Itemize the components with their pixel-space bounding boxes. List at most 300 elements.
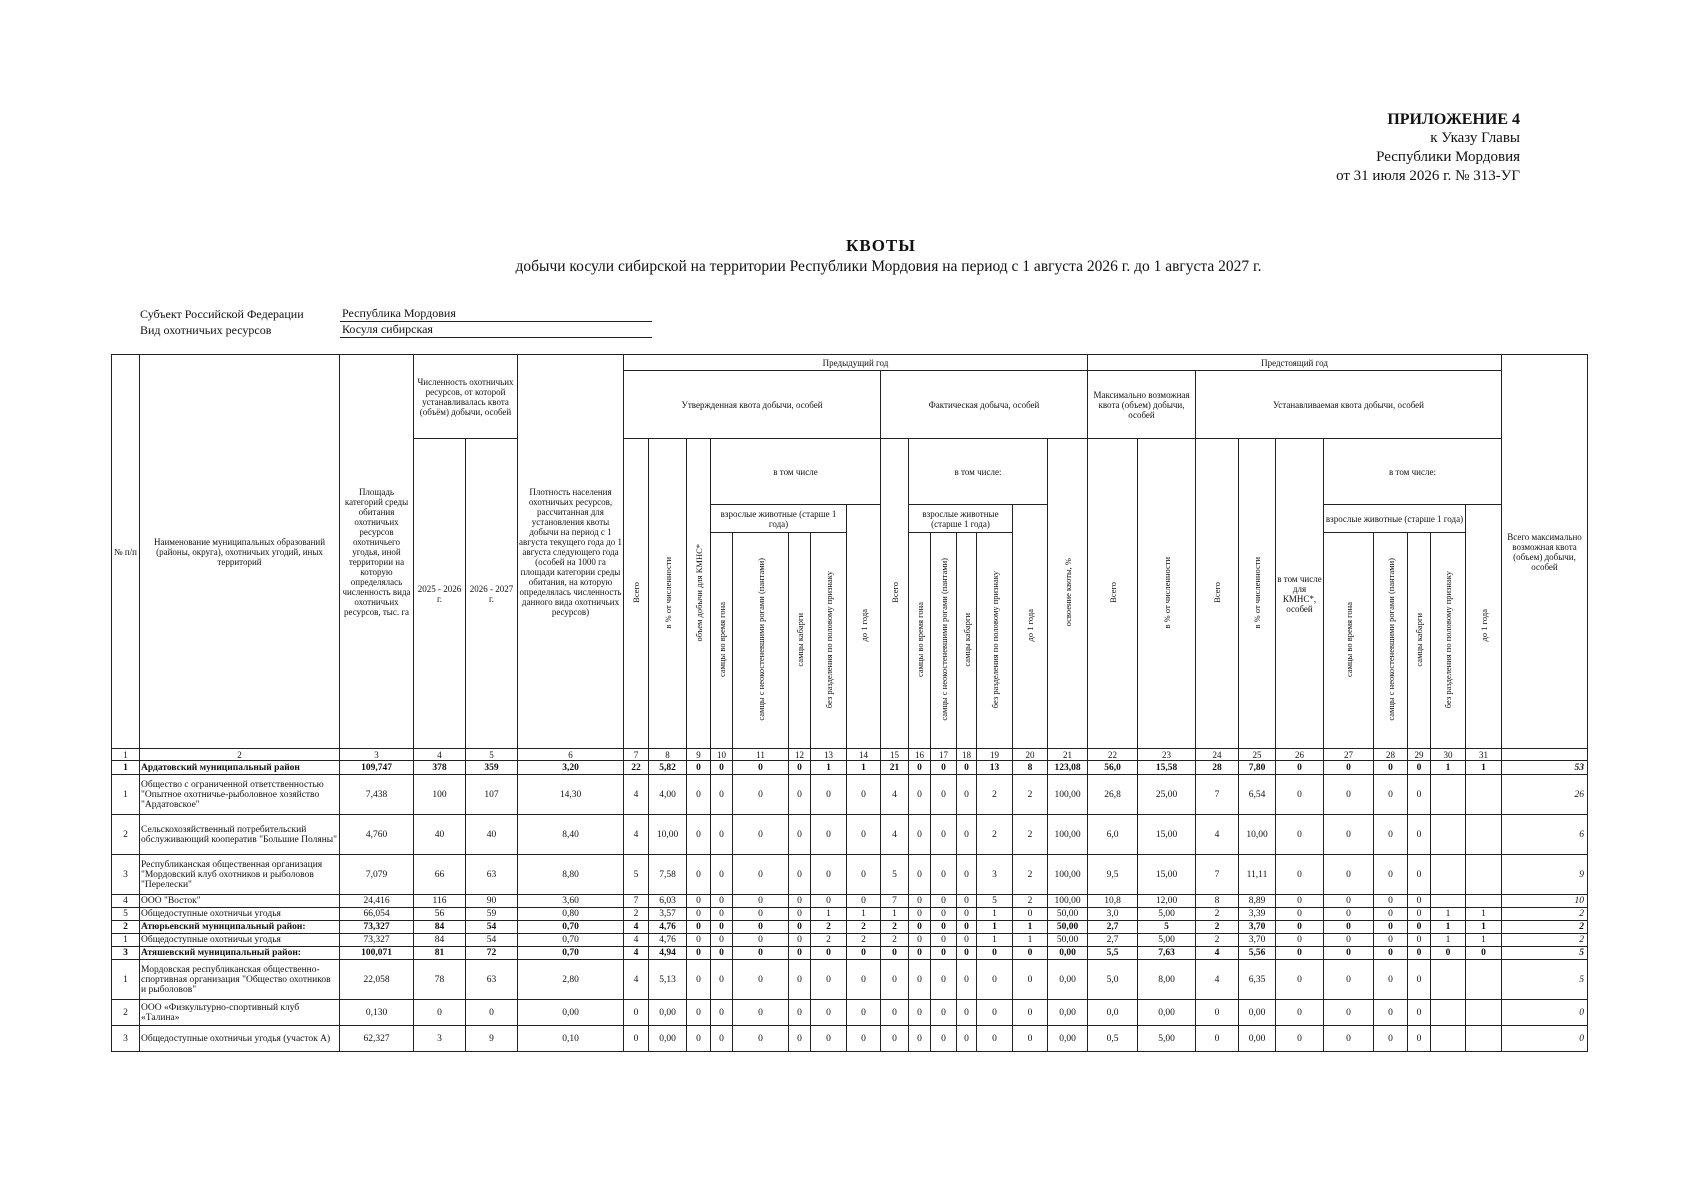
table-cell: 1 (112, 960, 140, 1000)
table-cell: 0,00 (1048, 947, 1088, 960)
column-number-cell: 23 (1138, 749, 1196, 761)
header-actual-incl: в том числе: (909, 439, 1048, 505)
appendix-block (1336, 110, 1520, 186)
table-cell: 0 (1324, 1000, 1374, 1026)
table-cell: 3,70 (1239, 934, 1276, 947)
table-cell: 40 (466, 815, 518, 855)
table-cell: 0 (931, 775, 957, 815)
quota-table (111, 354, 1588, 1052)
table-cell: 0 (1502, 1026, 1588, 1052)
table-cell: 3,60 (518, 895, 624, 908)
column-number-cell: 30 (1431, 749, 1466, 761)
row-name-cell: Общедоступные охотничьи угодья (участок А) (140, 1026, 340, 1052)
table-cell: 0 (881, 1026, 909, 1052)
table-cell: 0 (931, 855, 957, 895)
table-cell: 123,08 (1048, 761, 1088, 775)
table-cell: 7 (624, 895, 649, 908)
table-cell: 5,00 (1138, 908, 1196, 921)
subject-value: Республика Мордовия (340, 306, 652, 322)
table-cell: 0 (957, 1000, 977, 1026)
table-cell: 0 (1276, 815, 1324, 855)
title-sub: добычи косули сибирской на территории Республики Мордовия на период с 1 августа 2026 г. до 1 августа 2027 г. (515, 258, 1262, 275)
table-cell: 0 (1408, 908, 1431, 921)
table-cell: 2 (1013, 775, 1048, 815)
table-cell: 0 (1408, 1026, 1431, 1052)
table-cell: 0 (711, 775, 733, 815)
table-cell (1431, 1026, 1466, 1052)
table-cell: 0 (687, 815, 711, 855)
table-cell: 7,63 (1138, 947, 1196, 960)
table-cell: 0 (957, 960, 977, 1000)
table-cell: 4 (881, 815, 909, 855)
table-cell: 5,00 (1138, 934, 1196, 947)
header-actual-musk: самцы кабарги (961, 612, 972, 667)
table-cell: 0 (1013, 1026, 1048, 1052)
table-cell: 7,438 (340, 775, 414, 815)
table-cell: 0 (1374, 775, 1408, 815)
table-cell: 8,00 (1138, 960, 1196, 1000)
table-cell: 40 (414, 815, 466, 855)
table-cell: 0 (1013, 960, 1048, 1000)
table-cell: 8,40 (518, 815, 624, 855)
table-cell: 0 (687, 908, 711, 921)
table-cell: 0 (1196, 1026, 1239, 1052)
table-cell: 0 (1276, 855, 1324, 895)
column-number-cell: 22 (1088, 749, 1138, 761)
table-cell: 3,39 (1239, 908, 1276, 921)
header-prev-year: Предыдущий год (624, 355, 1088, 371)
table-cell: 6,03 (649, 895, 687, 908)
table-cell: 63 (466, 960, 518, 1000)
table-cell: 84 (414, 934, 466, 947)
table-cell: 3 (112, 1026, 140, 1052)
table-cell: 0 (1374, 761, 1408, 775)
column-number-cell: 4 (414, 749, 466, 761)
table-cell: 0 (1276, 895, 1324, 908)
table-cell: 63 (466, 855, 518, 895)
table-cell: 1 (1013, 934, 1048, 947)
table-cell: 2,80 (518, 960, 624, 1000)
table-cell: 0 (977, 947, 1013, 960)
table-cell: 0 (1276, 921, 1324, 934)
table-cell: 2,7 (1088, 934, 1138, 947)
table-cell: 26 (1502, 775, 1588, 815)
row-name-cell: Атюрьевский муниципальный район: (140, 921, 340, 934)
table-cell: 6,0 (1088, 815, 1138, 855)
table-cell: 0 (1276, 934, 1324, 947)
table-cell: 0 (1374, 921, 1408, 934)
table-cell: 1 (1466, 908, 1502, 921)
column-number-cell: 18 (957, 749, 977, 761)
table-cell: 2 (811, 921, 847, 934)
table-cell: 0,00 (1239, 1000, 1276, 1026)
header-actual-under1: до 1 года (1025, 609, 1035, 642)
table-cell: 0 (881, 947, 909, 960)
table-cell: 0 (733, 908, 789, 921)
appendix-line-1: к Указу Главы (1430, 130, 1520, 146)
table-cell: 0 (957, 947, 977, 960)
table-cell: 0 (733, 921, 789, 934)
header-actual-horns: самцы с неокостеневшими рогами (пантами) (938, 558, 949, 721)
table-cell: 56 (414, 908, 466, 921)
table-cell: 3 (112, 947, 140, 960)
district-row (112, 921, 1588, 934)
table-cell: 5,5 (1088, 947, 1138, 960)
header-mastery: освоение квоты, % (1062, 558, 1073, 627)
table-cell: 3,57 (649, 908, 687, 921)
table-cell: 0 (1324, 960, 1374, 1000)
header-actual-total: Всего (889, 582, 900, 603)
header-actual-adults: взрослые животные (старше 1 года) (909, 505, 1013, 533)
table-cell: 0 (931, 815, 957, 855)
table-cell: 1 (847, 908, 881, 921)
column-number-cell: 5 (466, 749, 518, 761)
table-cell: 0 (1374, 1000, 1408, 1026)
table-cell: 0 (957, 934, 977, 947)
table-cell: 4,94 (649, 947, 687, 960)
table-cell: 0,70 (518, 921, 624, 934)
table-cell: 0 (909, 934, 931, 947)
table-cell: 100,071 (340, 947, 414, 960)
header-approved-kmns: объем добычи для КМНС* (693, 543, 704, 642)
table-cell: 0 (909, 947, 931, 960)
table-cell: 0,00 (1138, 1000, 1196, 1026)
table-cell: 0 (931, 921, 957, 934)
header-approved-incl: в том числе (711, 439, 881, 505)
table-cell: 0 (1324, 934, 1374, 947)
table-cell: 0 (687, 1026, 711, 1052)
table-cell: 56,0 (1088, 761, 1138, 775)
table-cell: 0 (957, 761, 977, 775)
header-next-year: Предстоящий год (1088, 355, 1502, 371)
table-cell: 0 (687, 960, 711, 1000)
table-cell: 359 (466, 761, 518, 775)
header-count-2025: 2025 - 2026 г. (414, 439, 466, 749)
table-cell: 0 (811, 855, 847, 895)
table-row (112, 895, 1588, 908)
table-cell: 0 (624, 1026, 649, 1052)
table-cell: 0 (733, 1000, 789, 1026)
table-cell: 0 (733, 775, 789, 815)
data-rows (112, 761, 1588, 1052)
table-cell: 10,00 (649, 815, 687, 855)
table-cell (1431, 960, 1466, 1000)
header-approved-musk: самцы кабарги (794, 612, 805, 667)
table-cell: 0 (1276, 960, 1324, 1000)
row-name-cell: Атяшевский муниципальный район: (140, 947, 340, 960)
table-cell: 0 (909, 908, 931, 921)
table-cell: 8 (1013, 761, 1048, 775)
table-cell: 0 (957, 908, 977, 921)
table-cell: 0 (909, 921, 931, 934)
table-cell: 4 (1196, 960, 1239, 1000)
table-cell: 5,82 (649, 761, 687, 775)
table-cell: 2 (1196, 934, 1239, 947)
table-cell: 11,11 (1239, 855, 1276, 895)
table-cell: 4 (112, 895, 140, 908)
column-number-cell: 31 (1466, 749, 1502, 761)
table-cell: 0 (687, 934, 711, 947)
table-cell: 4 (1196, 947, 1239, 960)
table-cell: 59 (466, 908, 518, 921)
district-row (112, 947, 1588, 960)
table-cell: 73,327 (340, 921, 414, 934)
table-cell: 5 (1138, 921, 1196, 934)
header-set-nosex: без разделения по половому признаку (1443, 570, 1453, 709)
table-cell: 4 (624, 960, 649, 1000)
table-cell: 26,8 (1088, 775, 1138, 815)
table-cell (1466, 1000, 1502, 1026)
table-cell: 4 (624, 947, 649, 960)
table-cell: 0 (789, 855, 811, 895)
table-cell: 100 (414, 775, 466, 815)
row-name-cell: ООО «Физкультурно-спортивный клуб «Талина» (140, 1000, 340, 1026)
table-cell: 0 (789, 761, 811, 775)
table-cell: 8,89 (1239, 895, 1276, 908)
table-cell: 54 (466, 921, 518, 934)
table-cell: 6,35 (1239, 960, 1276, 1000)
table-cell: 0 (1466, 947, 1502, 960)
table-cell: 0 (733, 855, 789, 895)
table-cell: 0 (909, 775, 931, 815)
table-cell: 0 (711, 895, 733, 908)
header-area: Площадь категорий среды обитания охотничьих ресурсов охотничьего угодья, иной территории на которую определялась численность вида охотничьих ресурсов, тыс. га (340, 355, 414, 749)
table-cell: 0 (811, 775, 847, 815)
table-cell: 10,8 (1088, 895, 1138, 908)
table-cell: 9 (1502, 855, 1588, 895)
table-cell: 0 (789, 960, 811, 1000)
row-name-cell: Общедоступные охотничьи угодья (140, 908, 340, 921)
table-cell: 2 (847, 934, 881, 947)
table-cell: 7,58 (649, 855, 687, 895)
table-cell: 0,00 (1239, 1026, 1276, 1052)
table-cell: 8,80 (518, 855, 624, 895)
table-cell: 0 (847, 775, 881, 815)
table-cell: 0 (811, 947, 847, 960)
table-cell: 14,30 (518, 775, 624, 815)
table-cell: 0 (733, 934, 789, 947)
table-cell: 2 (112, 1000, 140, 1026)
table-cell: 7 (1196, 775, 1239, 815)
column-number-cell: 14 (847, 749, 881, 761)
table-cell: 4 (624, 921, 649, 934)
table-cell: 0 (1408, 921, 1431, 934)
header-density: Плотность населения охотничьих ресурсов, рассчитанная для установления квоты добычи на период с 1 августа текущего года до 1 августа следующего года (особей на 1000 га площади категории среды обитания, на которую определялась численность данного вида охотничьих ресурсов) (518, 355, 624, 749)
table-cell: 0 (931, 761, 957, 775)
table-cell: 0 (977, 1000, 1013, 1026)
row-name-cell: Мордовская республиканская общественно-спортивная организация "Общество охотников и рыболовов" (140, 960, 340, 1000)
table-cell (1431, 1000, 1466, 1026)
header-set-pct: в % от численности (1252, 556, 1262, 629)
header-total-max: Всего максимально возможная квота (объем) добычи, особей (1502, 355, 1588, 749)
table-cell: 116 (414, 895, 466, 908)
table-cell: 0 (1324, 761, 1374, 775)
table-cell: 0 (931, 1000, 957, 1026)
table-cell: 0 (733, 947, 789, 960)
table-cell: 0 (789, 908, 811, 921)
table-cell: 24,416 (340, 895, 414, 908)
table-cell: 0 (733, 895, 789, 908)
table-cell: 0 (1276, 1000, 1324, 1026)
table-cell: 1 (1466, 761, 1502, 775)
table-cell: 0 (1374, 815, 1408, 855)
table-cell: 2 (624, 908, 649, 921)
table-cell: 0 (466, 1000, 518, 1026)
header-approved: Утвержденная квота добычи, особей (624, 371, 881, 439)
table-cell: 73,327 (340, 934, 414, 947)
header-set-kmns: в том числе для КМНС*, особей (1276, 439, 1324, 749)
table-cell: 4,00 (649, 775, 687, 815)
header-name: Наименование муниципальных образований (районы, округа), охотничьих угодий, иных территорий (140, 355, 340, 749)
table-cell: 100,00 (1048, 895, 1088, 908)
table-cell: 0 (811, 960, 847, 1000)
table-cell: 0 (789, 1000, 811, 1026)
header-set-total: Всего (1212, 582, 1222, 603)
table-cell: 4 (881, 775, 909, 815)
table-cell: 0 (687, 895, 711, 908)
row-name-cell: ООО "Восток" (140, 895, 340, 908)
table-cell: 0 (847, 1000, 881, 1026)
table-cell: 2 (1502, 934, 1588, 947)
table-cell: 0 (931, 960, 957, 1000)
table-cell: 53 (1502, 761, 1588, 775)
column-numbers (112, 749, 1588, 761)
table-cell: 0 (1408, 934, 1431, 947)
table-cell: 7,80 (1239, 761, 1276, 775)
table-cell (1431, 855, 1466, 895)
table-cell: 1 (1431, 908, 1466, 921)
table-cell: 22 (624, 761, 649, 775)
table-cell: 0 (931, 947, 957, 960)
table-cell: 0 (1408, 855, 1431, 895)
table-cell: 1 (1431, 934, 1466, 947)
table-cell: 0 (1276, 947, 1324, 960)
table-cell: 2 (811, 934, 847, 947)
table-cell: 0 (711, 947, 733, 960)
column-number-cell: 9 (687, 749, 711, 761)
table-cell: 0 (847, 815, 881, 855)
table-cell: 0 (1408, 761, 1431, 775)
resource-value: Косуля сибирская (340, 322, 652, 338)
table-cell: 0 (909, 855, 931, 895)
table-cell: 0 (733, 761, 789, 775)
table-cell: 0,70 (518, 934, 624, 947)
table-cell: 0 (1324, 855, 1374, 895)
table-cell: 50,00 (1048, 921, 1088, 934)
table-cell: 0 (1374, 855, 1408, 895)
table-cell (1466, 775, 1502, 815)
table-cell (1466, 960, 1502, 1000)
header-actual-rut: самцы во время гона (914, 601, 925, 678)
column-number-cell: 2 (140, 749, 340, 761)
table-cell: 2,7 (1088, 921, 1138, 934)
table-cell: 0 (931, 934, 957, 947)
column-number-cell: 13 (811, 749, 847, 761)
table-cell: 0 (711, 921, 733, 934)
table-cell: 100,00 (1048, 855, 1088, 895)
header-approved-rut: самцы во время гона (716, 601, 727, 678)
column-number-cell: 6 (518, 749, 624, 761)
table-cell: 1 (1466, 934, 1502, 947)
table-cell: 10 (1502, 895, 1588, 908)
table-row (112, 960, 1588, 1000)
table-cell: 2 (1013, 895, 1048, 908)
table-cell: 0 (1013, 1000, 1048, 1026)
header-set-incl: в том числе: (1324, 439, 1502, 505)
table-cell: 4,76 (649, 934, 687, 947)
table-cell: 0 (1324, 921, 1374, 934)
table-cell: 5 (881, 855, 909, 895)
table-cell: 0 (414, 1000, 466, 1026)
table-cell: 0 (1408, 775, 1431, 815)
table-cell: 4 (1196, 815, 1239, 855)
table-cell: 0,10 (518, 1026, 624, 1052)
table-cell: 0 (711, 934, 733, 947)
table-cell: 0 (847, 855, 881, 895)
table-cell: 0 (789, 947, 811, 960)
table-cell: 0 (711, 761, 733, 775)
table-cell: 3 (977, 855, 1013, 895)
table-cell: 3,0 (1088, 908, 1138, 921)
table-cell: 0 (1374, 1026, 1408, 1052)
column-number-cell: 28 (1374, 749, 1408, 761)
table-cell: 5 (112, 908, 140, 921)
table-cell: 0 (687, 775, 711, 815)
column-number-cell: 25 (1239, 749, 1276, 761)
table-cell: 84 (414, 921, 466, 934)
table-cell: 0 (789, 1026, 811, 1052)
table-cell: 22,058 (340, 960, 414, 1000)
table-cell: 4 (624, 775, 649, 815)
appendix-title: ПРИЛОЖЕНИЕ 4 (1387, 111, 1520, 128)
table-cell (1431, 775, 1466, 815)
table-cell: 0 (931, 895, 957, 908)
table-cell: 0 (1374, 960, 1408, 1000)
table-cell: 0 (1324, 947, 1374, 960)
column-number-cell: 26 (1276, 749, 1324, 761)
table-cell: 0 (909, 960, 931, 1000)
table-cell: 3 (112, 855, 140, 895)
table-cell: 66 (414, 855, 466, 895)
table-cell: 0 (1324, 908, 1374, 921)
table-cell: 3,70 (1239, 921, 1276, 934)
table-cell: 5,13 (649, 960, 687, 1000)
subject-label: Субъект Российской Федерации (140, 307, 304, 321)
column-number-cell: 8 (649, 749, 687, 761)
resource-label: Вид охотничьих ресурсов (140, 323, 272, 337)
table-cell: 1 (977, 921, 1013, 934)
table-cell: 0 (1374, 934, 1408, 947)
table-cell: 0 (811, 895, 847, 908)
table-cell: 15,00 (1138, 855, 1196, 895)
table-cell: 100,00 (1048, 815, 1088, 855)
table-cell: 0 (789, 934, 811, 947)
column-number-cell: 3 (340, 749, 414, 761)
column-number-cell: 24 (1196, 749, 1239, 761)
header-actual-nosex: без разделения по половому признаку (989, 570, 1000, 709)
table-cell: 0 (909, 895, 931, 908)
table-cell: 109,747 (340, 761, 414, 775)
column-number-cell: 27 (1324, 749, 1374, 761)
table-cell: 2 (1502, 921, 1588, 934)
table-cell: 5,0 (1088, 960, 1138, 1000)
table-cell: 0 (687, 761, 711, 775)
table-cell: 0 (931, 908, 957, 921)
header-set-under1: до 1 года (1478, 609, 1489, 642)
table-row (112, 1000, 1588, 1026)
table-cell: 1 (811, 908, 847, 921)
column-number-cell: 16 (909, 749, 931, 761)
